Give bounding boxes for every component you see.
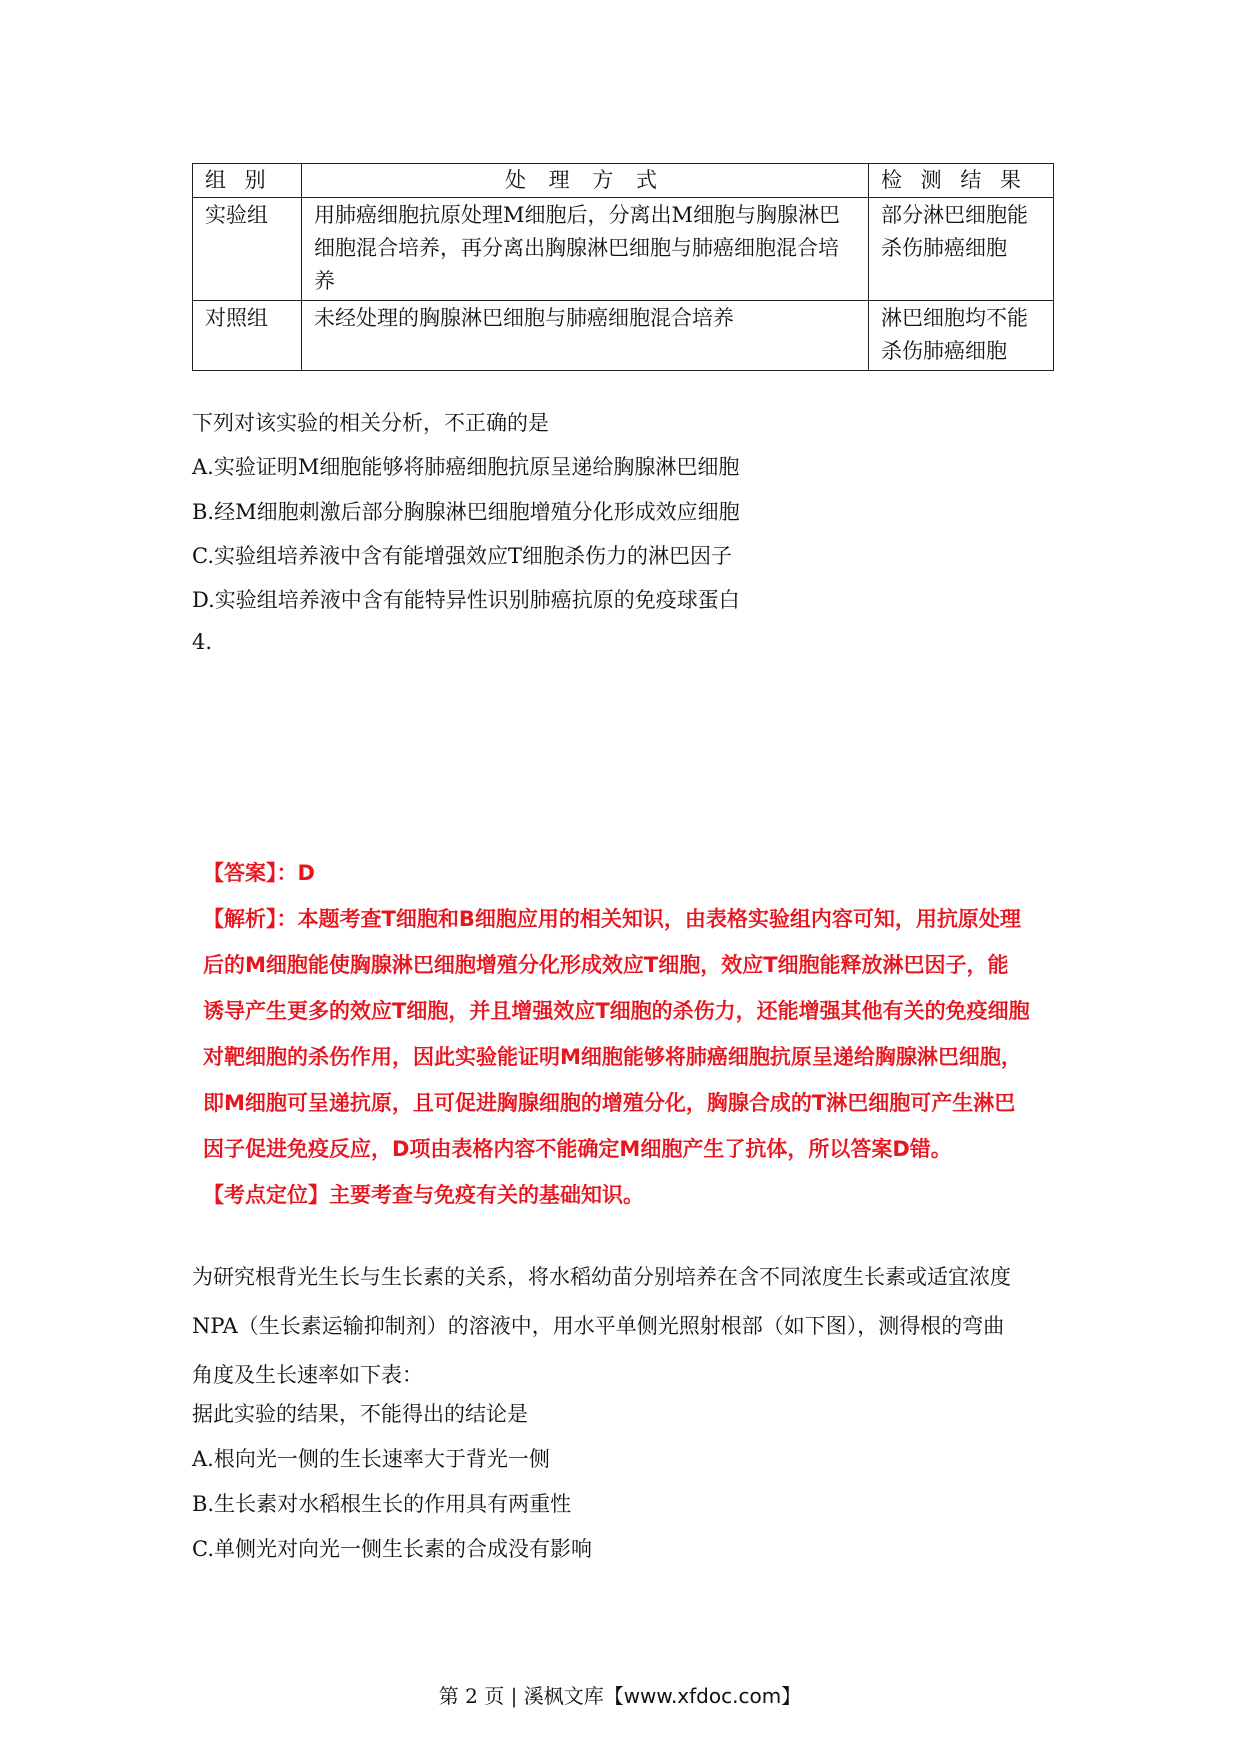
row-group: 实验组 — [193, 198, 302, 301]
analysis-line: 因子促进免疫反应，D项由表格内容不能确定M细胞产生了抗体，所以答案D错。 — [203, 1137, 952, 1161]
question-prompt: 据此实验的结果，不能得出的结论是 — [192, 1402, 528, 1426]
analysis-text: ：本题考查T细胞和B细胞应用的相关知识，由表格实验组内容可知，用抗原处理 — [276, 907, 1021, 931]
option-c: C.单侧光对向光一侧生长素的合成没有影响 — [192, 1537, 592, 1561]
option-a: A.根向光一侧的生长速率大于背光一侧 — [192, 1447, 550, 1471]
table-row — [193, 301, 1054, 371]
footer-url[interactable]: 【www.xfdoc.com】 — [603, 1684, 802, 1708]
analysis-line: 诱导产生更多的效应T细胞，并且增强效应T细胞的杀伤力，还能增强其他有关的免疫细胞 — [203, 999, 1030, 1023]
answer-block — [203, 850, 1073, 1218]
question-number: 4. — [192, 630, 213, 654]
question-stem-line: 角度及生长速率如下表： — [192, 1363, 423, 1387]
header-group: 组 别 — [193, 164, 302, 198]
kaodian-text: 主要考查与免疫有关的基础知识。 — [329, 1183, 644, 1207]
question-stem-line: NPA（生长素运输抑制剂）的溶液中，用水平单侧光照射根部（如下图），测得根的弯曲 — [192, 1314, 1005, 1338]
row-method: 用肺癌细胞抗原处理M细胞后，分离出M细胞与胸腺淋巴细胞混合培养，再分离出胸腺淋巴细胞与肺癌细胞混合培养 — [302, 198, 869, 301]
question-stem-line: 为研究根背光生长与生长素的关系，将水稻幼苗分别培养在含不同浓度生长素或适宜浓度 — [192, 1265, 1011, 1289]
question-stem: 下列对该实验的相关分析，不正确的是 — [192, 411, 549, 435]
answer-line — [203, 850, 1073, 896]
answer-value: ：D — [276, 861, 315, 885]
option-b: B.生长素对水稻根生长的作用具有两重性 — [192, 1492, 572, 1516]
row-method: 未经处理的胸腺淋巴细胞与肺癌细胞混合培养 — [302, 301, 869, 371]
footer-page-text: 第 2 页 | 溪枫文库 — [438, 1684, 604, 1708]
row-result: 部分淋巴细胞能杀伤肺癌细胞 — [869, 198, 1054, 301]
experiment-table — [192, 163, 1054, 371]
row-result: 淋巴细胞均不能杀伤肺癌细胞 — [869, 301, 1054, 371]
kaodian-label: 【考点定位】 — [203, 1183, 329, 1207]
page-footer — [0, 1680, 1240, 1709]
analysis-label: 【解析】 — [203, 907, 277, 931]
header-method: 处 理 方 式 — [302, 164, 869, 198]
kaodian-line — [203, 1172, 1073, 1218]
header-result: 检 测 结 果 — [869, 164, 1054, 198]
option-d: D.实验组培养液中含有能特异性识别肺癌抗原的免疫球蛋白 — [192, 588, 740, 612]
row-group: 对照组 — [193, 301, 302, 371]
analysis-line: 即M细胞可呈递抗原，且可促进胸腺细胞的增殖分化，胸腺合成的T淋巴细胞可产生淋巴 — [203, 1091, 1016, 1115]
analysis-line: 后的M细胞能使胸腺淋巴细胞增殖分化形成效应T细胞，效应T细胞能释放淋巴因子，能 — [203, 953, 1009, 977]
table-header-row — [193, 164, 1054, 198]
option-a: A.实验证明M细胞能够将肺癌细胞抗原呈递给胸腺淋巴细胞 — [192, 455, 740, 479]
option-b: B.经M细胞刺激后部分胸腺淋巴细胞增殖分化形成效应细胞 — [192, 500, 740, 524]
option-c: C.实验组培养液中含有能增强效应T细胞杀伤力的淋巴因子 — [192, 544, 732, 568]
analysis-line: 对靶细胞的杀伤作用，因此实验能证明M细胞能够将肺癌细胞抗原呈递给胸腺淋巴细胞， — [203, 1045, 1022, 1069]
analysis-line — [203, 896, 1073, 942]
table-row — [193, 198, 1054, 301]
answer-label: 【答案】 — [203, 861, 277, 885]
